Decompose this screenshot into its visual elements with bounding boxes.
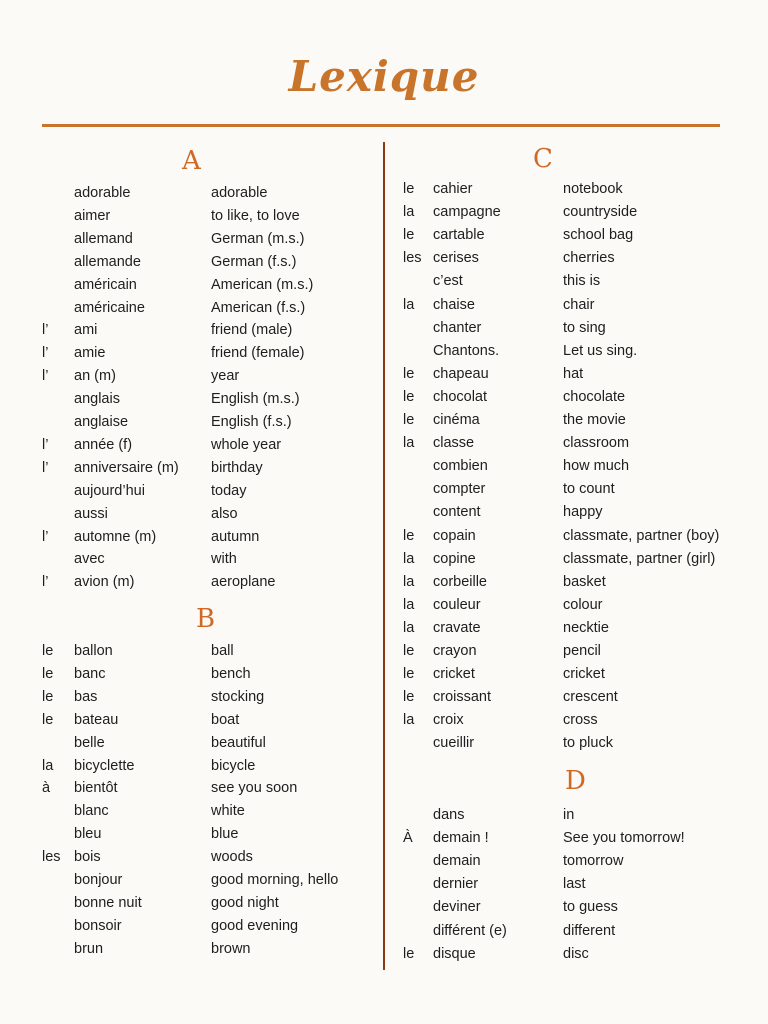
lexicon-entry — [0, 526, 383, 549]
lexicon-entry — [0, 686, 383, 709]
entry-english: last — [563, 876, 586, 893]
lexicon-entry — [385, 943, 768, 966]
entry-article: la — [403, 204, 415, 221]
entry-article: l’ — [42, 528, 49, 545]
entry-english: the movie — [563, 412, 626, 428]
entry-french: américain — [74, 276, 137, 293]
entry-english: good morning, hello — [211, 872, 339, 888]
entry-article: le — [403, 388, 415, 405]
entry-english: boat — [211, 711, 240, 728]
lexicon-entry — [385, 640, 768, 663]
entry-english: American (m.s.) — [211, 276, 314, 293]
title-rule — [42, 124, 720, 127]
entry-english: chair — [563, 296, 595, 313]
entry-french: aimer — [74, 207, 111, 224]
entry-english: in — [563, 807, 575, 823]
entry-french: année (f) — [74, 436, 133, 453]
entry-english: classmate, partner (girl) — [563, 550, 716, 567]
entry-english: hat — [563, 365, 584, 382]
entry-english: beautiful — [211, 734, 266, 751]
entry-english: disc — [563, 945, 589, 962]
entry-article: le — [42, 688, 54, 705]
entry-article: l’ — [42, 436, 49, 453]
lexicon-entry — [385, 732, 768, 755]
lexicon-entry — [0, 571, 383, 594]
lexicon-entry — [0, 480, 383, 503]
entry-article: le — [403, 227, 415, 244]
entry-english: crescent — [563, 689, 618, 706]
entry-french: cerises — [433, 250, 479, 267]
entry-english: basket — [563, 573, 606, 590]
entry-french: américaine — [74, 299, 145, 316]
entry-english: to pluck — [563, 735, 613, 752]
entry-french: an (m) — [74, 368, 116, 385]
entry-english: American (f.s.) — [211, 299, 306, 316]
entry-french: combien — [433, 458, 488, 475]
entry-french: anniversaire (m) — [74, 459, 179, 476]
entry-french: compter — [433, 481, 486, 498]
entry-article: le — [403, 643, 415, 659]
page-title: Lexique — [288, 52, 480, 101]
lexicon-entry — [0, 915, 383, 938]
entry-english: colour — [563, 596, 603, 613]
entry-article: l’ — [42, 345, 49, 362]
lexicon-entry — [385, 663, 768, 686]
lexicon-entry — [385, 201, 768, 224]
lexicon-entry — [385, 478, 768, 501]
lexicon-entry — [385, 294, 768, 317]
lexicon-entry — [0, 503, 383, 526]
lexicon-entry — [385, 686, 768, 709]
entry-english: brown — [211, 940, 251, 957]
lexicon-entry — [0, 548, 383, 571]
entry-article: le — [403, 689, 415, 706]
entry-article: le — [42, 643, 54, 659]
entry-french: chocolat — [433, 388, 488, 405]
entry-french: cartable — [433, 227, 485, 244]
entry-english: cherries — [563, 250, 615, 267]
entry-article: la — [403, 296, 415, 313]
lexicon-entry — [385, 850, 768, 873]
entry-french: brun — [74, 940, 104, 957]
entry-french: croissant — [433, 689, 492, 706]
lexicon-entry — [0, 205, 383, 228]
entry-french: disque — [433, 945, 476, 962]
entry-english: friend (female) — [211, 345, 305, 362]
entry-english: adorable — [211, 185, 268, 201]
entry-english: good evening — [211, 917, 299, 934]
entry-french: ami — [74, 322, 98, 339]
entry-english: good night — [211, 894, 279, 911]
entry-english: to like, to love — [211, 207, 300, 224]
lexicon-entry — [0, 663, 383, 686]
lexicon-entry — [0, 274, 383, 297]
lexicon-entry — [385, 270, 768, 293]
lexicon-entry — [385, 224, 768, 247]
entry-english: German (m.s.) — [211, 230, 305, 247]
entry-article: la — [403, 712, 415, 729]
lexicon-entry — [385, 571, 768, 594]
entry-english: See you tomorrow! — [563, 830, 685, 847]
lexicon-entry — [0, 709, 383, 732]
lexicon-entry — [385, 617, 768, 640]
lexicon-entry — [385, 709, 768, 732]
entry-french: anglaise — [74, 414, 129, 430]
entry-english: whole year — [211, 436, 282, 453]
lexicon-entry — [0, 228, 383, 251]
entry-french: chaise — [433, 296, 475, 313]
entry-english: how much — [563, 458, 630, 475]
entry-article: l’ — [42, 368, 49, 385]
entry-french: aujourd’hui — [74, 482, 145, 499]
entry-french: bois — [74, 849, 101, 866]
entry-english: ball — [211, 643, 234, 659]
entry-english: with — [211, 551, 237, 568]
lexicon-entry — [0, 251, 383, 274]
entry-article: le — [403, 945, 415, 962]
lexicon-entry — [0, 800, 383, 823]
entry-french: campagne — [433, 204, 501, 221]
entry-french: deviner — [433, 899, 481, 916]
lexicon-entry — [385, 548, 768, 571]
entry-french: allemande — [74, 253, 141, 270]
entry-article: l’ — [42, 322, 49, 339]
entry-article: la — [403, 573, 415, 590]
entry-article: la — [403, 596, 415, 613]
entry-english: happy — [563, 504, 603, 521]
lexicon-entry — [0, 823, 383, 846]
lexicon-entry — [0, 640, 383, 663]
lexicon-entry — [0, 938, 383, 961]
lexicon-entry — [385, 340, 768, 363]
entry-english: different — [563, 922, 616, 939]
entry-english: aeroplane — [211, 574, 276, 591]
lexicon-entry — [0, 732, 383, 755]
entry-french: différent (e) — [433, 922, 507, 939]
lexicon-entry — [0, 182, 383, 205]
section-letter: C — [533, 144, 553, 174]
entry-english: to count — [563, 481, 615, 498]
entry-french: copine — [433, 550, 476, 567]
entry-french: allemand — [74, 230, 133, 247]
entry-english: countryside — [563, 204, 638, 221]
entry-english: school bag — [563, 227, 634, 244]
entry-french: ballon — [74, 643, 113, 659]
entry-article: le — [42, 711, 54, 728]
entry-english: year — [211, 368, 240, 385]
entry-french: dans — [433, 807, 465, 823]
entry-english: bicycle — [211, 757, 256, 774]
entry-french: c’est — [433, 273, 463, 290]
entry-english: to sing — [563, 319, 606, 336]
lexicon-entry — [0, 319, 383, 342]
lexicon-entry — [385, 896, 768, 919]
entry-french: croix — [433, 712, 464, 729]
lexicon-entry — [0, 388, 383, 411]
entry-english: see you soon — [211, 780, 298, 797]
entry-english: classroom — [563, 435, 630, 452]
entry-article: le — [403, 527, 415, 544]
lexicon-entry — [0, 869, 383, 892]
lexicon-entry — [0, 434, 383, 457]
lexicon-entry — [385, 386, 768, 409]
entry-english: bench — [211, 665, 251, 682]
entry-french: bleu — [74, 826, 102, 843]
lexicon-entry — [385, 178, 768, 201]
lexicon-entry — [385, 409, 768, 432]
lexicon-entry — [385, 873, 768, 896]
entry-french: adorable — [74, 185, 131, 201]
entry-french: bicyclette — [74, 757, 135, 774]
entry-article: le — [42, 665, 54, 682]
entry-french: cravate — [433, 619, 481, 636]
entry-french: belle — [74, 734, 105, 751]
entry-english: today — [211, 482, 247, 499]
entry-french: anglais — [74, 391, 120, 408]
entry-english: chocolate — [563, 388, 626, 405]
entry-french: bateau — [74, 711, 119, 728]
lexicon-entry — [0, 892, 383, 915]
entry-french: cinéma — [433, 412, 480, 428]
lexicon-entry — [385, 920, 768, 943]
entry-english: white — [211, 803, 245, 820]
entry-english: German (f.s.) — [211, 253, 297, 270]
entry-english: Let us sing. — [563, 342, 638, 359]
entry-french: copain — [433, 527, 476, 544]
entry-article: la — [403, 619, 415, 636]
lexicon-entry — [0, 411, 383, 434]
entry-english: tomorrow — [563, 853, 624, 870]
entry-french: bonne nuit — [74, 894, 142, 911]
entry-french: content — [433, 504, 481, 521]
entry-french: demain ! — [433, 830, 489, 847]
entry-french: Chantons. — [433, 342, 500, 359]
lexicon-entry — [385, 501, 768, 524]
entry-french: banc — [74, 665, 106, 682]
entry-article: les — [42, 849, 61, 866]
entry-french: blanc — [74, 803, 109, 820]
lexicon-entry — [385, 317, 768, 340]
section-letter: A — [182, 146, 201, 176]
entry-english: cross — [563, 712, 598, 729]
entry-english: notebook — [563, 181, 623, 197]
lexicon-entry — [385, 827, 768, 850]
entry-english: birthday — [211, 459, 263, 476]
entry-french: classe — [433, 435, 475, 452]
entry-english: necktie — [563, 619, 609, 636]
entry-french: corbeille — [433, 573, 487, 590]
lexicon-entry — [0, 846, 383, 869]
entry-english: blue — [211, 826, 239, 843]
entry-english: classmate, partner (boy) — [563, 527, 720, 544]
lexicon-entry — [385, 525, 768, 548]
entry-french: demain — [433, 853, 481, 870]
lexicon-entry — [0, 342, 383, 365]
entry-french: chanter — [433, 319, 482, 336]
entry-french: cueillir — [433, 735, 475, 752]
entry-article: à — [42, 780, 51, 797]
section-letter: B — [196, 604, 216, 634]
entry-article: le — [403, 412, 415, 428]
entry-article: le — [403, 365, 415, 382]
entry-article: À — [403, 830, 413, 847]
entry-english: stocking — [211, 688, 265, 705]
entry-article: l’ — [42, 574, 49, 591]
entry-english: autumn — [211, 528, 260, 545]
lexicon-entry — [385, 594, 768, 617]
entry-english: English (m.s.) — [211, 391, 300, 408]
entry-english: friend (male) — [211, 322, 293, 339]
entry-english: this is — [563, 273, 601, 290]
entry-article: la — [403, 435, 415, 452]
lexicon-entry — [0, 365, 383, 388]
lexicon-entry — [385, 455, 768, 478]
entry-article: l’ — [42, 459, 49, 476]
entry-french: bientôt — [74, 780, 118, 797]
entry-french: aussi — [74, 505, 108, 522]
section-letter: D — [565, 766, 586, 796]
entry-french: amie — [74, 345, 106, 362]
lexicon-entry — [385, 363, 768, 386]
entry-english: woods — [211, 849, 253, 866]
lexicon-entry — [0, 755, 383, 778]
entry-english: pencil — [563, 643, 601, 659]
entry-french: bonsoir — [74, 917, 122, 934]
entry-french: couleur — [433, 596, 481, 613]
entry-article: le — [403, 181, 415, 197]
entry-english: English (f.s.) — [211, 414, 292, 430]
entry-article: le — [403, 666, 415, 683]
lexicon-entry — [385, 804, 768, 827]
entry-english: also — [211, 505, 238, 522]
lexicon-entry — [385, 432, 768, 455]
lexicon-entry — [0, 297, 383, 320]
entry-article: la — [403, 550, 415, 567]
entry-english: cricket — [563, 666, 605, 683]
entry-french: dernier — [433, 876, 479, 893]
entry-english: to guess — [563, 899, 618, 916]
lexicon-entry — [0, 777, 383, 800]
entry-french: bas — [74, 688, 98, 705]
entry-article: les — [403, 250, 422, 267]
entry-french: avec — [74, 551, 105, 568]
entry-french: chapeau — [433, 365, 489, 382]
lexicon-entry — [385, 247, 768, 270]
entry-french: automne (m) — [74, 528, 157, 545]
entry-french: bonjour — [74, 872, 123, 888]
entry-french: cahier — [433, 181, 473, 197]
entry-french: crayon — [433, 643, 477, 659]
lexicon-entry — [0, 457, 383, 480]
entry-french: avion (m) — [74, 574, 135, 591]
entry-article: la — [42, 757, 54, 774]
entry-french: cricket — [433, 666, 475, 683]
